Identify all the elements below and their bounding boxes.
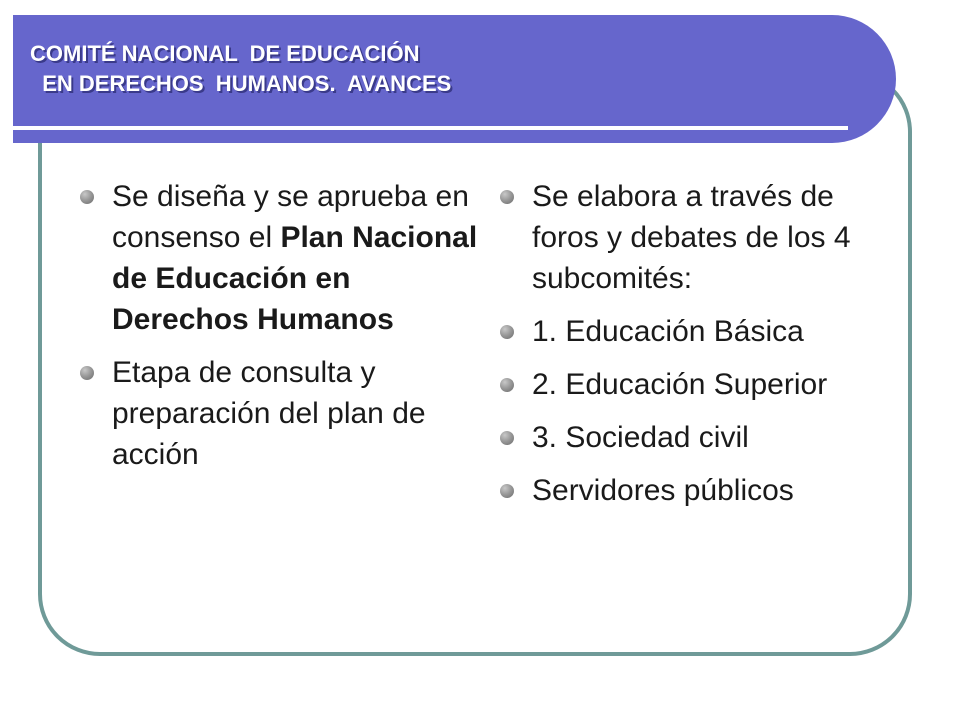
- bullet-icon: [500, 378, 514, 392]
- title-line-2: EN DERECHOS HUMANOS. AVANCES: [30, 71, 452, 96]
- bullet-icon: [500, 484, 514, 498]
- plan-name: Plan Nacional de Educación en Derechos Humanos: [112, 221, 478, 336]
- title-divider: [13, 126, 848, 130]
- list-item: [500, 176, 890, 299]
- bullet-icon: [500, 325, 514, 339]
- list-item: [500, 311, 890, 352]
- slide-title: [30, 39, 451, 99]
- list-item: [500, 417, 890, 458]
- item-text: Se diseña y se aprueba en consenso el: [112, 180, 469, 254]
- item-text: Servidores públicos: [532, 474, 794, 507]
- bullet-icon: [80, 366, 94, 380]
- list-item: [500, 364, 890, 405]
- item-text: 3. Sociedad civil: [532, 421, 749, 454]
- bullet-icon: [500, 431, 514, 445]
- item-text: Etapa de consulta y preparación del plan de acción: [112, 356, 426, 471]
- bullet-icon: [80, 190, 94, 204]
- right-bullet-list: [500, 176, 890, 523]
- list-item: [80, 176, 480, 340]
- item-text: 1. Educación Básica: [532, 315, 804, 348]
- list-item: [80, 352, 480, 475]
- item-text: 2. Educación Superior: [532, 368, 828, 401]
- item-text: Se elabora a través de foros y debates de los 4 subcomités:: [532, 180, 851, 295]
- bullet-icon: [500, 190, 514, 204]
- title-line-1: COMITÉ NACIONAL DE EDUCACIÓN: [30, 41, 420, 66]
- left-bullet-list: [80, 176, 480, 487]
- list-item: [500, 470, 890, 511]
